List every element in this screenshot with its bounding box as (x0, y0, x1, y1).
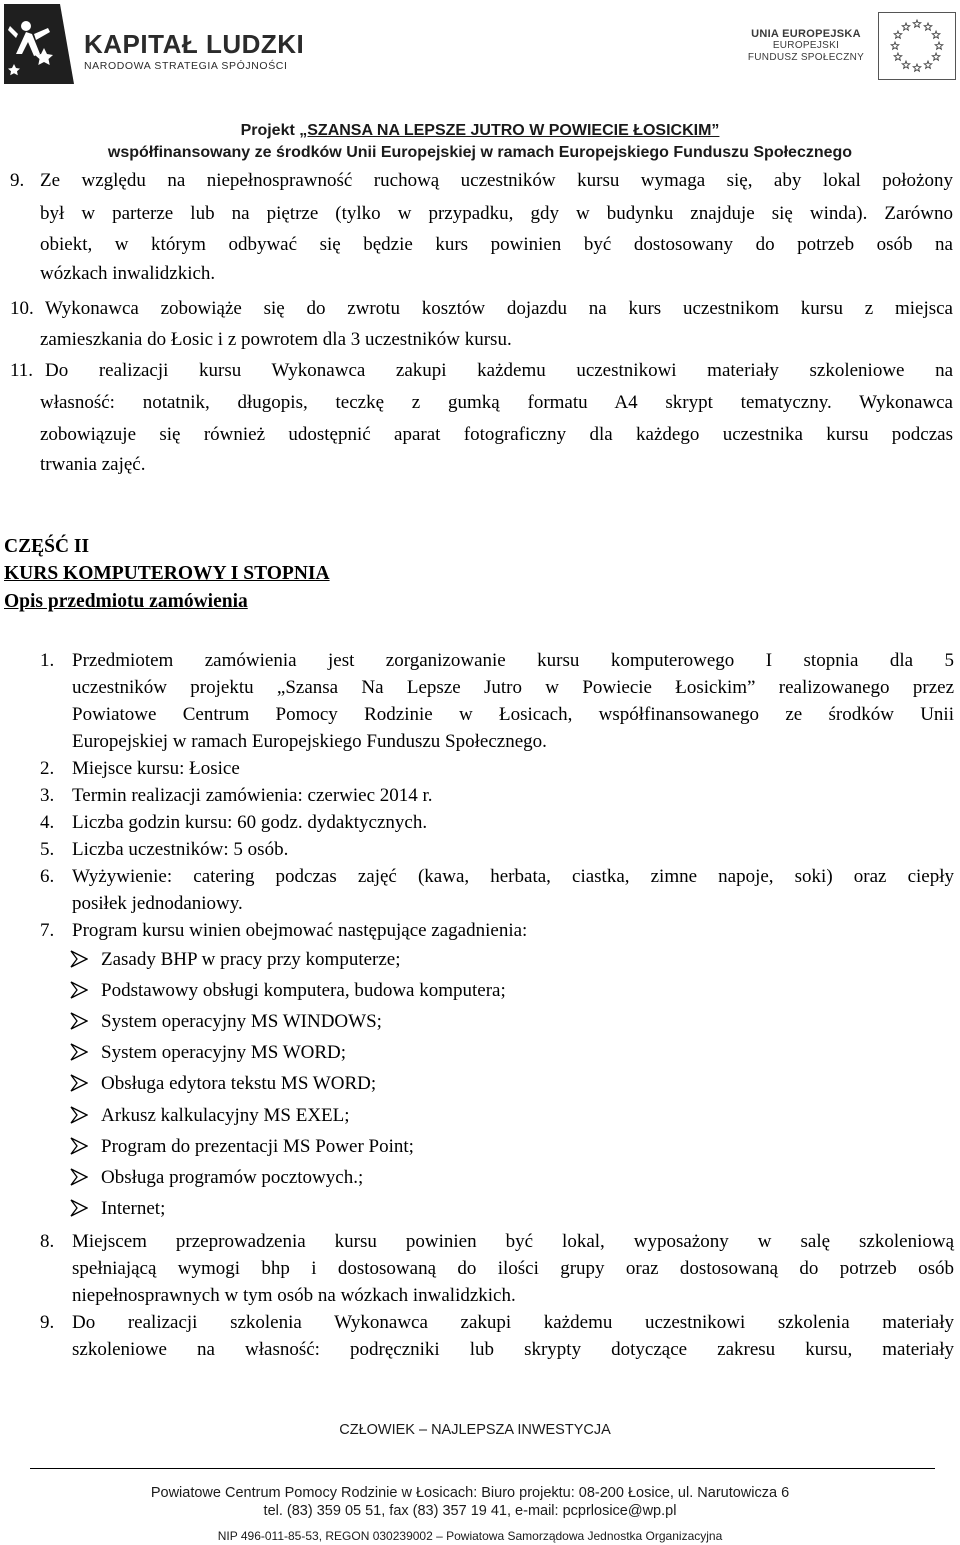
arrow-bullet-icon (70, 1043, 88, 1061)
item-number: 5. (40, 839, 55, 860)
page-header (0, 0, 960, 120)
list-item: Program kursu winien obejmować następujące zagadnienia: (72, 920, 528, 941)
paragraph-line: szkoleniowe na własność: podręczniki lub skrypty dotyczące zakresu kursu, materiały (72, 1339, 954, 1360)
item-number: 7. (40, 920, 55, 941)
kl-title: KAPITAŁ LUDZKI (84, 29, 305, 59)
paragraph-line: Miejscem przeprowadzenia kursu powinien być lokal, wyposażony w salę szkoleniową (72, 1231, 954, 1252)
arrow-bullet-icon (70, 981, 88, 999)
paragraph-line: obiekt, w którym odbywać się będzie kurs powinien być dostosowany do potrzeb osób na (40, 234, 953, 255)
project-title-line (0, 122, 960, 140)
paragraph-line: własność: notatnik, długopis, teczkę z gumką formatu A4 skrypt tematyczny. Wykonawca (40, 392, 953, 413)
topic-label: Program do prezentacji MS Power Point; (101, 1135, 414, 1157)
paragraph-line: Do realizacji kursu Wykonawca zakupi każdemu uczestnikowi materiały szkoleniowe na (45, 360, 953, 381)
arrow-bullet-icon (70, 1012, 88, 1030)
kl-subtitle: NARODOWA STRATEGIA SPÓJNOŚCI (84, 60, 288, 72)
paragraph-line: uczestników projektu „Szansa Na Lepsze Jutro w Powiecie Łosickim” realizowanego przez (72, 677, 954, 698)
paragraph-line: trwania zajęć. (40, 454, 146, 475)
paragraph-line: Wykonawca zobowiąże się do zwrotu kosztów dojazdu na kurs uczestnikom kursu z miejsca (45, 298, 953, 319)
arrow-bullet-icon (70, 1137, 88, 1155)
kapital-ludzki-wordmark (84, 30, 304, 72)
project-title: „SZANSA NA LEPSZE JUTRO W POWIECIE ŁOSICKIM” (299, 122, 720, 139)
list-item: Termin realizacji zamówienia: czerwiec 2014 r. (72, 785, 433, 806)
kapital-ludzki-logo (4, 4, 74, 84)
topic-label: Obsługa edytora tekstu MS WORD; (101, 1073, 377, 1095)
paragraph-line: Do realizacji szkolenia Wykonawca zakupi każdemu uczestnikowi szkolenia materiały (72, 1312, 954, 1333)
eu-flag-icon (878, 12, 956, 80)
paragraph-line: wózkach inwalidzkich. (40, 263, 216, 284)
footer-divider (30, 1468, 935, 1469)
item-number: 2. (40, 758, 55, 779)
topic-label: Obsługa programów pocztowych.; (101, 1166, 364, 1188)
arrow-bullet-icon (70, 1199, 88, 1217)
footer-address: Powiatowe Centrum Pomocy Rodzinie w Łosicach: Biuro projektu: 08-200 Łosice, ul. Narutowicza 6 (150, 1485, 790, 1501)
topic-label: Podstawowy obsługi komputera, budowa komputera; (101, 980, 506, 1002)
paragraph-line: zamieszkania do Łosic i z powrotem dla 3 uczestników kursu. (40, 329, 512, 350)
item-number: 4. (40, 812, 55, 833)
arrow-bullet-icon (70, 1106, 88, 1124)
item-number: 1. (40, 650, 55, 671)
paragraph-line: był w parterze lub na piętrze (tylko w przypadku, gdy w budynku znajduje się winda). Zarówno (40, 203, 953, 224)
arrow-bullet-icon (70, 1074, 88, 1092)
list-item: Liczba uczestników: 5 osób. (72, 839, 289, 860)
paragraph-line: zobowiązuje się również udostępnić aparat fotograficzny dla każdego uczestnika kursu podczas (40, 424, 953, 445)
ue-line2: EUROPEJSKI (772, 40, 840, 51)
paragraph-line: niepełnosprawnych w tym osób na wózkach inwalidzkich. (72, 1285, 516, 1306)
arrow-bullet-icon (70, 950, 88, 968)
paragraph-line: posiłek jednodaniowy. (72, 893, 243, 914)
topic-label: Internet; (101, 1197, 166, 1219)
footer-slogan: CZŁOWIEK – NAJLEPSZA INWESTYCJA (339, 1422, 611, 1438)
paragraph-line: Powiatowe Centrum Pomocy Rodzinie w Łosicach, współfinansowanego ze środków Unii (72, 704, 954, 725)
item-number: 10. (10, 298, 34, 319)
topic-label: Zasady BHP w pracy przy komputerze; (101, 949, 401, 970)
paragraph-line: Ze względu na niepełnosprawność ruchową uczestników kursu wymaga się, aby lokal położony (40, 170, 953, 191)
footer-registry: NIP 496-011-85-53, REGON 030239002 – Powiatowa Samorządowa Jednostka Organizacyjna (217, 1529, 723, 1543)
section-caption: Opis przedmiotu zamówienia (4, 591, 248, 612)
cofinance-line: współfinansowany ze środków Unii Europejskiej w ramach Europejskiego Funduszu Społecznego (107, 144, 853, 161)
ue-line3: FUNDUSZ SPOŁECZNY (747, 52, 865, 63)
topic-label: System operacyjny MS WORD; (101, 1042, 347, 1064)
project-prefix: Projekt (240, 122, 300, 139)
item-number: 6. (40, 866, 55, 887)
list-item: Miejsce kursu: Łosice (72, 758, 240, 779)
list-item: Liczba godzin kursu: 60 godz. dydaktycznych. (72, 812, 428, 833)
item-number: 3. (40, 785, 55, 806)
ue-title: UNIA EUROPEJSKA (751, 28, 861, 40)
topic-label: System operacyjny MS WINDOWS; (101, 1011, 382, 1033)
arrow-bullet-icon (70, 1168, 88, 1186)
item-number: 9. (10, 170, 25, 191)
section-heading: CZĘŚĆ II (4, 536, 90, 557)
topic-label: Arkusz kalkulacyjny MS EXEL; (101, 1104, 350, 1126)
item-number: 11. (10, 360, 34, 381)
paragraph-line: spełniającą wymogi bhp i dostosowaną do ilości grupy oraz dostosowaną do potrzeb osób (72, 1258, 954, 1279)
paragraph-line: Europejskiej w ramach Europejskiego Funduszu Społecznego. (72, 731, 547, 752)
item-number: 8. (40, 1231, 55, 1252)
paragraph-line: Wyżywienie: catering podczas zajęć (kawa, herbata, ciastka, zimne napoje, soki) oraz ciepły (72, 866, 954, 887)
section-subheading: KURS KOMPUTEROWY I STOPNIA (4, 563, 330, 584)
paragraph-line: Przedmiotem zamówienia jest zorganizowanie kursu komputerowego I stopnia dla 5 (72, 650, 954, 671)
item-number: 9. (40, 1312, 55, 1333)
ue-wordmark (742, 28, 870, 64)
footer-contact: tel. (83) 359 05 51, fax (83) 357 19 41, e-mail: pcprlosice@wp.pl (263, 1503, 677, 1519)
